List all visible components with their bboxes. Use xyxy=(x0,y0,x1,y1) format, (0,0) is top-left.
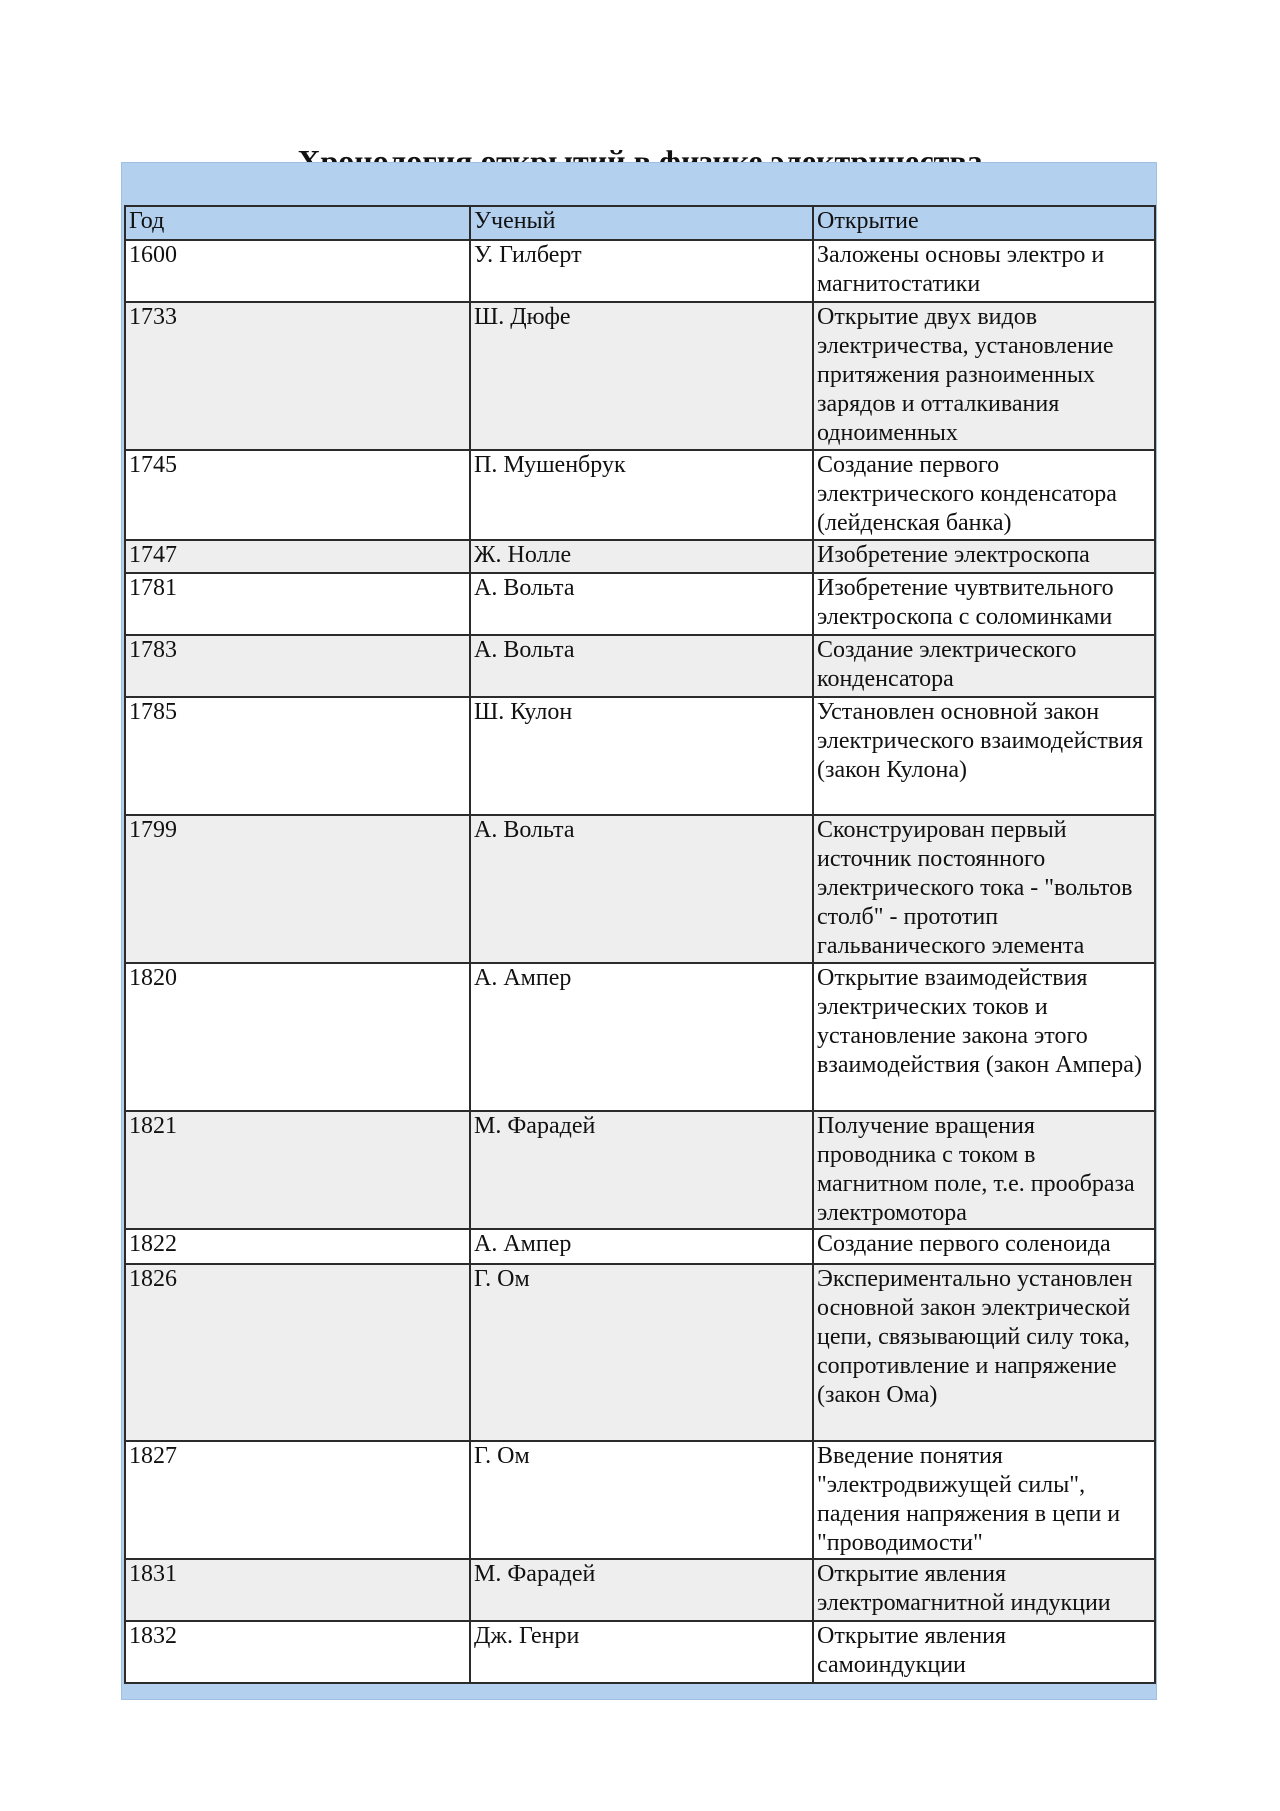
cell-discovery: Открытие явления самоиндукции xyxy=(813,1621,1155,1683)
cell-year: 1799 xyxy=(125,815,470,963)
cell-year: 1827 xyxy=(125,1441,470,1559)
cell-discovery: Создание электрического конденсатора xyxy=(813,635,1155,697)
table-row xyxy=(125,302,1155,450)
table-row xyxy=(125,573,1155,635)
cell-discovery: Создание первого соленоида xyxy=(813,1229,1155,1264)
cell-discovery: Изобретение электроскопа xyxy=(813,540,1155,573)
cell-scientist: А. Ампер xyxy=(470,963,813,1111)
table-row xyxy=(125,635,1155,697)
table-row xyxy=(125,1559,1155,1621)
table-body xyxy=(125,240,1155,1683)
table-row xyxy=(125,815,1155,963)
cell-discovery: Открытие двух видов электричества, установление притяжения разноименных зарядов и отталкивания одноименных xyxy=(813,302,1155,450)
cell-scientist: М. Фарадей xyxy=(470,1111,813,1229)
cell-year: 1820 xyxy=(125,963,470,1111)
cell-scientist: Г. Ом xyxy=(470,1441,813,1559)
cell-year: 1783 xyxy=(125,635,470,697)
table-row xyxy=(125,1264,1155,1441)
cell-discovery: Сконструирован первый источник постоянного электрического тока - "вольтов столб" - прототип гальванического элемента xyxy=(813,815,1155,963)
table-row xyxy=(125,1441,1155,1559)
cell-year: 1822 xyxy=(125,1229,470,1264)
cell-discovery: Заложены основы электро и магнитостатики xyxy=(813,240,1155,302)
table-row xyxy=(125,1111,1155,1229)
table-row xyxy=(125,240,1155,302)
cell-year: 1747 xyxy=(125,540,470,573)
cell-discovery: Введение понятия "электродвижущей силы", падения напряжения в цепи и "проводимости" xyxy=(813,1441,1155,1559)
table-row xyxy=(125,450,1155,540)
cell-discovery: Получение вращения проводника с током в магнитном поле, т.е. прообраза электромотора xyxy=(813,1111,1155,1229)
table-container xyxy=(121,162,1157,1700)
table-row xyxy=(125,540,1155,573)
table-row xyxy=(125,963,1155,1111)
cell-year: 1733 xyxy=(125,302,470,450)
cell-scientist: А. Вольта xyxy=(470,635,813,697)
header-discovery: Открытие xyxy=(813,206,1155,240)
cell-year: 1821 xyxy=(125,1111,470,1229)
table-row xyxy=(125,1621,1155,1683)
table-row xyxy=(125,1229,1155,1264)
cell-year: 1826 xyxy=(125,1264,470,1441)
cell-scientist: П. Мушенбрук xyxy=(470,450,813,540)
cell-year: 1831 xyxy=(125,1559,470,1621)
table-header xyxy=(125,206,1155,240)
cell-scientist: А. Ампер xyxy=(470,1229,813,1264)
cell-discovery: Установлен основной закон электрического взаимодействия (закон Кулона) xyxy=(813,697,1155,815)
cell-scientist: А. Вольта xyxy=(470,573,813,635)
cell-year: 1785 xyxy=(125,697,470,815)
cell-scientist: Ж. Нолле xyxy=(470,540,813,573)
header-row xyxy=(125,206,1155,240)
table-row xyxy=(125,697,1155,815)
cell-year: 1600 xyxy=(125,240,470,302)
cell-scientist: Дж. Генри xyxy=(470,1621,813,1683)
cell-scientist: У. Гилберт xyxy=(470,240,813,302)
cell-year: 1781 xyxy=(125,573,470,635)
cell-year: 1832 xyxy=(125,1621,470,1683)
cell-scientist: Ш. Кулон xyxy=(470,697,813,815)
cell-scientist: М. Фарадей xyxy=(470,1559,813,1621)
cell-scientist: Г. Ом xyxy=(470,1264,813,1441)
cell-discovery: Создание первого электрического конденсатора (лейденская банка) xyxy=(813,450,1155,540)
cell-discovery: Открытие взаимодействия электрических токов и установление закона этого взаимодействия (закон Ампера) xyxy=(813,963,1155,1111)
discoveries-table xyxy=(124,205,1156,1684)
cell-discovery: Экспериментально установлен основной закон электрической цепи, связывающий силу тока, сопротивление и напряжение (закон Ома) xyxy=(813,1264,1155,1441)
cell-scientist: А. Вольта xyxy=(470,815,813,963)
header-year: Год xyxy=(125,206,470,240)
header-scientist: Ученый xyxy=(470,206,813,240)
cell-discovery: Изобретение чувтвительного электроскопа с соломинками xyxy=(813,573,1155,635)
cell-year: 1745 xyxy=(125,450,470,540)
cell-scientist: Ш. Дюфе xyxy=(470,302,813,450)
cell-discovery: Открытие явления электромагнитной индукции xyxy=(813,1559,1155,1621)
